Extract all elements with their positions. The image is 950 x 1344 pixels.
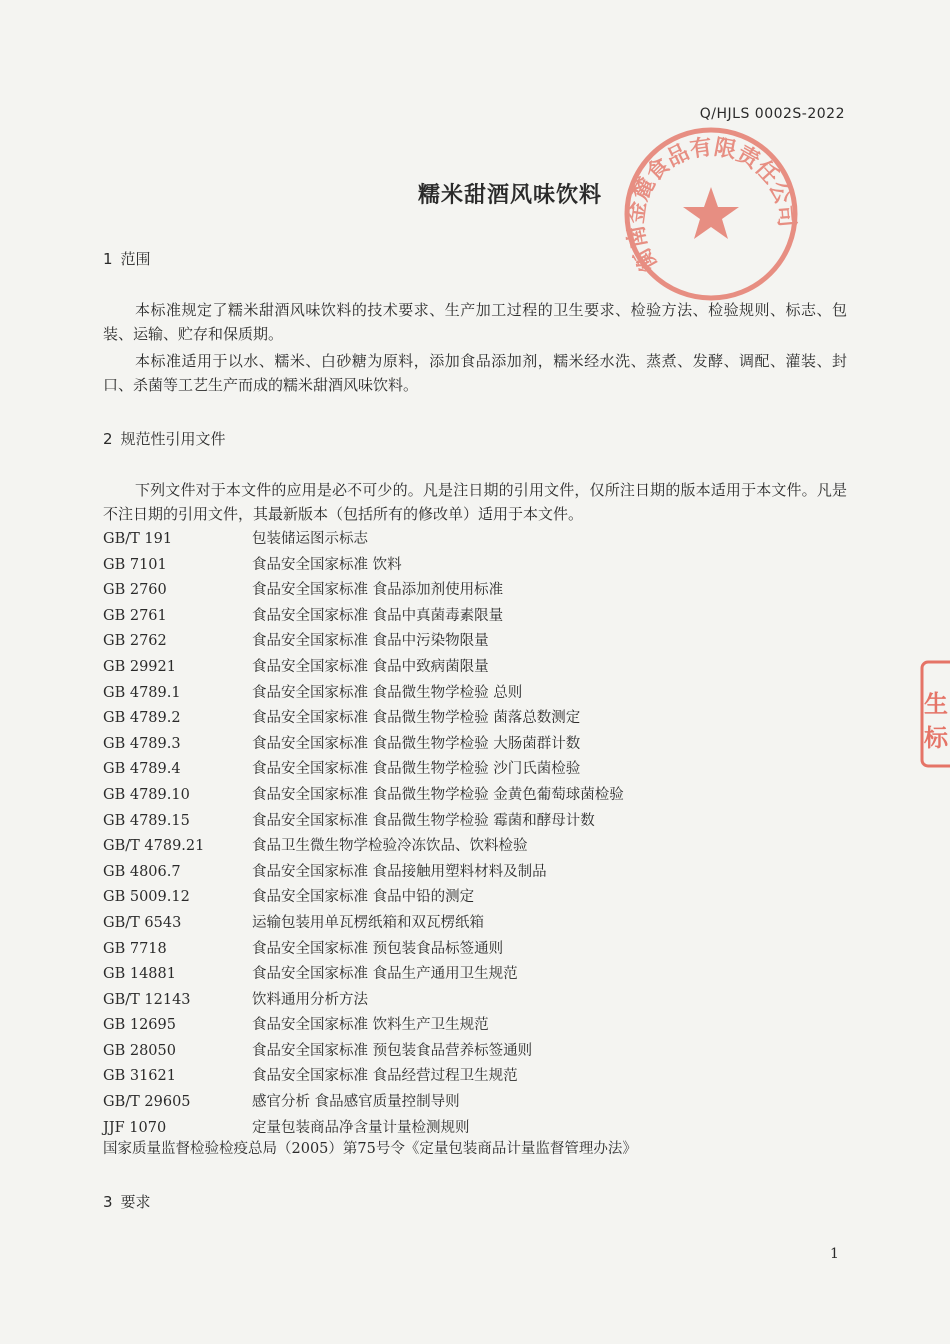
reference-code: GB 4789.2 [103, 710, 181, 727]
reference-code: GB 2762 [103, 633, 167, 650]
reference-title: 运输包装用单瓦楞纸箱和双瓦楞纸箱 [252, 914, 484, 931]
references-intro-paragraph: 下列文件对于本文件的应用是必不可少的。凡是注日期的引用文件，仅所注日期的版本适用于本文件。凡是不注日期的引用文件，其最新版本（包括所有的修改单）适用于本文件。 [103, 481, 847, 523]
reference-code: GB/T 29605 [103, 1094, 191, 1111]
svg-text:标: 标 [924, 724, 948, 752]
reference-row [103, 578, 863, 604]
reference-title: 感官分析 食品感官质量控制导则 [252, 1094, 460, 1111]
reference-row [103, 962, 863, 988]
reference-code: GB 4789.10 [103, 786, 190, 803]
reference-title: 食品安全国家标准 预包装食品营养标签通则 [252, 1042, 533, 1059]
section-number: 3 [103, 1193, 113, 1211]
reference-title: 食品安全国家标准 食品添加剂使用标准 [252, 582, 504, 599]
reference-code: GB 4806.7 [103, 863, 181, 880]
reference-title: 食品安全国家标准 食品中污染物限量 [252, 633, 489, 650]
section-number: 2 [103, 430, 113, 448]
reference-code: GB 14881 [103, 966, 176, 983]
reference-row [103, 988, 863, 1014]
page-number: 1 [830, 1246, 839, 1262]
reference-title: 定量包装商品净含量计量检测规则 [252, 1119, 470, 1136]
section-title: 要求 [120, 1193, 151, 1211]
reference-title: 食品安全国家标准 饮料生产卫生规范 [252, 1017, 489, 1034]
reference-title: 食品安全国家标准 食品微生物学检验 大肠菌群计数 [252, 735, 581, 752]
reference-title: 食品卫生微生物学检验冷冻饮品、饮料检验 [252, 838, 528, 855]
reference-title: 食品安全国家标准 食品中致病菌限量 [252, 658, 489, 675]
reference-title: 食品安全国家标准 食品中铅的测定 [252, 889, 475, 906]
reference-row [103, 527, 863, 553]
reference-code: GB 2761 [103, 607, 167, 624]
reference-row [103, 604, 863, 630]
section-3-heading [103, 1191, 151, 1212]
reference-row [103, 1090, 863, 1116]
reference-code: GB 7718 [103, 940, 167, 957]
reference-title: 食品安全国家标准 食品微生物学检验 沙门氏菌检验 [252, 761, 581, 778]
reference-code: GB 4789.1 [103, 684, 181, 701]
reference-code: GB 28050 [103, 1042, 176, 1059]
reference-code: GB 31621 [103, 1068, 176, 1085]
reference-code: GB/T 4789.21 [103, 838, 205, 855]
reference-row [103, 885, 863, 911]
svg-text:生: 生 [924, 690, 948, 718]
official-seal-icon [622, 125, 800, 303]
reference-row [103, 757, 863, 783]
reference-title: 食品安全国家标准 食品中真菌毒素限量 [252, 607, 504, 624]
seal-text: 衡南金麓食品有限责任公司 [623, 134, 799, 275]
reference-code: GB 7101 [103, 556, 167, 573]
reference-row [103, 732, 863, 758]
reference-title: 食品安全国家标准 食品经营过程卫生规范 [252, 1068, 518, 1085]
reference-code: GB 4789.15 [103, 812, 190, 829]
reference-title: 包装储运图示标志 [252, 531, 368, 547]
reference-row [103, 655, 863, 681]
reference-row [103, 1013, 863, 1039]
scope-paragraph-1: 本标准规定了糯米甜酒风味饮料的技术要求、生产加工过程的卫生要求、检验方法、检验规则、标志、包装、运输、贮存和保质期。 [103, 301, 847, 343]
reference-row [103, 860, 863, 886]
section-1-heading [103, 248, 151, 269]
reference-row [103, 1064, 863, 1090]
reference-code: GB/T 6543 [103, 914, 182, 931]
reference-title: 食品安全国家标准 食品微生物学检验 菌落总数测定 [252, 710, 581, 727]
reference-row [103, 911, 863, 937]
reference-title: 食品安全国家标准 预包装食品标签通则 [252, 940, 504, 957]
tail-reference: 国家质量监督检验检疫总局（2005）第75号令《定量包装商品计量监督管理办法》 [103, 1141, 637, 1157]
section-title: 范围 [120, 250, 151, 268]
document-code: Q/HJLS 0002S-2022 [699, 106, 845, 122]
reference-code: GB 4789.4 [103, 761, 181, 778]
reference-row [103, 681, 863, 707]
reference-code: GB 2760 [103, 582, 167, 599]
reference-list [103, 527, 863, 1141]
reference-title: 食品安全国家标准 食品接触用塑料材料及制品 [252, 863, 547, 880]
reference-code: GB 5009.12 [103, 889, 190, 906]
section-number: 1 [103, 250, 113, 268]
reference-title: 食品安全国家标准 食品微生物学检验 总则 [252, 684, 523, 701]
reference-row [103, 809, 863, 835]
reference-code: JJF 1070 [103, 1119, 167, 1136]
reference-row [103, 706, 863, 732]
reference-row [103, 834, 863, 860]
reference-row [103, 783, 863, 809]
reference-code: GB/T 191 [103, 531, 173, 547]
reference-row [103, 553, 863, 579]
reference-code: GB/T 12143 [103, 991, 191, 1008]
side-stamp-icon [918, 660, 950, 770]
reference-row [103, 629, 863, 655]
reference-title: 饮料通用分析方法 [252, 991, 368, 1008]
reference-code: GB 29921 [103, 658, 176, 675]
section-title: 规范性引用文件 [120, 430, 226, 448]
reference-code: GB 4789.3 [103, 735, 181, 752]
reference-title: 食品安全国家标准 饮料 [252, 556, 402, 573]
reference-code: GB 12695 [103, 1017, 176, 1034]
section-2-heading [103, 428, 226, 449]
reference-title: 食品安全国家标准 食品微生物学检验 金黄色葡萄球菌检验 [252, 786, 624, 803]
reference-row [103, 937, 863, 963]
scope-paragraph-2: 本标准适用于以水、糯米、白砂糖为原料，添加食品添加剂，糯米经水洗、蒸煮、发酵、调配、灌装、封口、杀菌等工艺生产而成的糯米甜酒风味饮料。 [103, 352, 847, 394]
reference-row [103, 1039, 863, 1065]
reference-title: 食品安全国家标准 食品生产通用卫生规范 [252, 966, 518, 983]
document-title: 糯米甜酒风味饮料 [417, 183, 602, 208]
reference-title: 食品安全国家标准 食品微生物学检验 霉菌和酵母计数 [252, 812, 595, 829]
